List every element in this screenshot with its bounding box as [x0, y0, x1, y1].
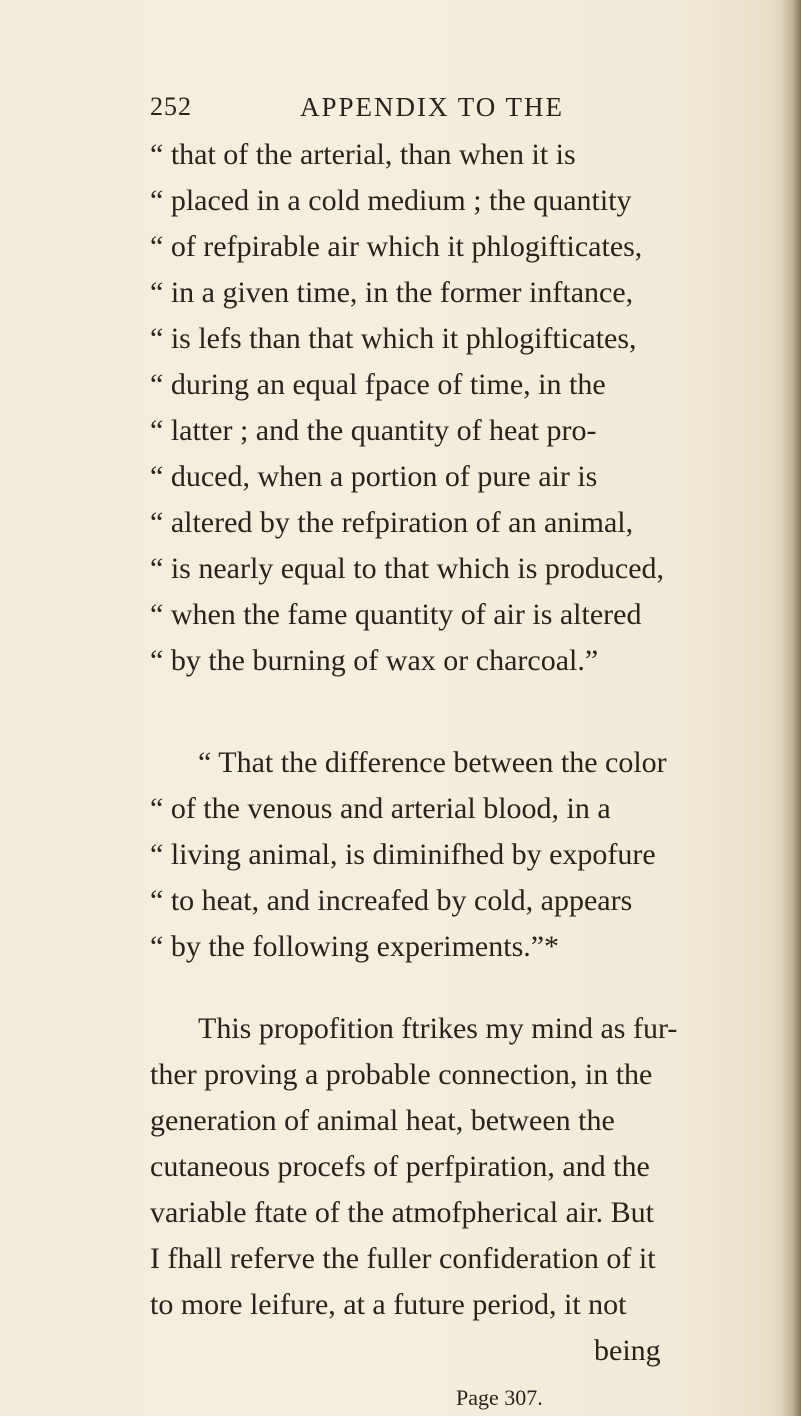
text-line: “ latter ; and the quantity of heat pro-: [150, 414, 597, 447]
text-line: variable ftate of the atmofpherical air. But: [150, 1196, 654, 1229]
page-number: 252: [150, 92, 192, 121]
text-line: cutaneous procefs of perfpiration, and the: [150, 1150, 650, 1183]
text-line: “ to heat, and increafed by cold, appears: [150, 884, 633, 917]
text-line: ther proving a probable connection, in the: [150, 1058, 653, 1091]
text-line: “ living animal, is diminifhed by expofure: [150, 838, 656, 871]
text-line: “ that of the arterial, than when it is: [150, 138, 576, 171]
text-line: “ altered by the refpiration of an animal,: [150, 506, 634, 539]
catchword: being: [594, 1334, 661, 1367]
page-header: [150, 92, 650, 122]
text-line: “ during an equal fpace of time, in the: [150, 368, 606, 401]
text-line: “ placed in a cold medium ; the quantity: [150, 184, 632, 217]
text-line: “ in a given time, in the former inftance,: [150, 276, 634, 309]
text-line: “ is lefs than that which it phlogifticates,: [150, 322, 637, 355]
text-line: “ when the fame quantity of air is altered: [150, 598, 642, 631]
text-line: “ duced, when a portion of pure air is: [150, 460, 598, 493]
text-line: generation of animal heat, between the: [150, 1104, 615, 1137]
text-line: “ is nearly equal to that which is produced,: [150, 552, 665, 585]
text-line: “ of refpirable air which it phlogifticates,: [150, 230, 643, 263]
text-line: This propofition ftrikes my mind as fur-: [198, 1012, 678, 1045]
text-line: “ by the burning of wax or charcoal.”: [150, 644, 599, 677]
text-line: “ That the difference between the color: [198, 746, 667, 779]
footnote-reference: Page 307.: [456, 1385, 543, 1410]
running-head: APPENDIX TO THE: [300, 92, 565, 122]
page-edge-shadow: [781, 0, 801, 1416]
text-line: to more leifure, at a future period, it not: [150, 1288, 627, 1321]
text-line: I fhall referve the fuller confideration of it: [150, 1242, 656, 1275]
text-line: “ by the following experiments.”*: [150, 930, 560, 963]
text-line: “ of the venous and arterial blood, in a: [150, 792, 611, 825]
